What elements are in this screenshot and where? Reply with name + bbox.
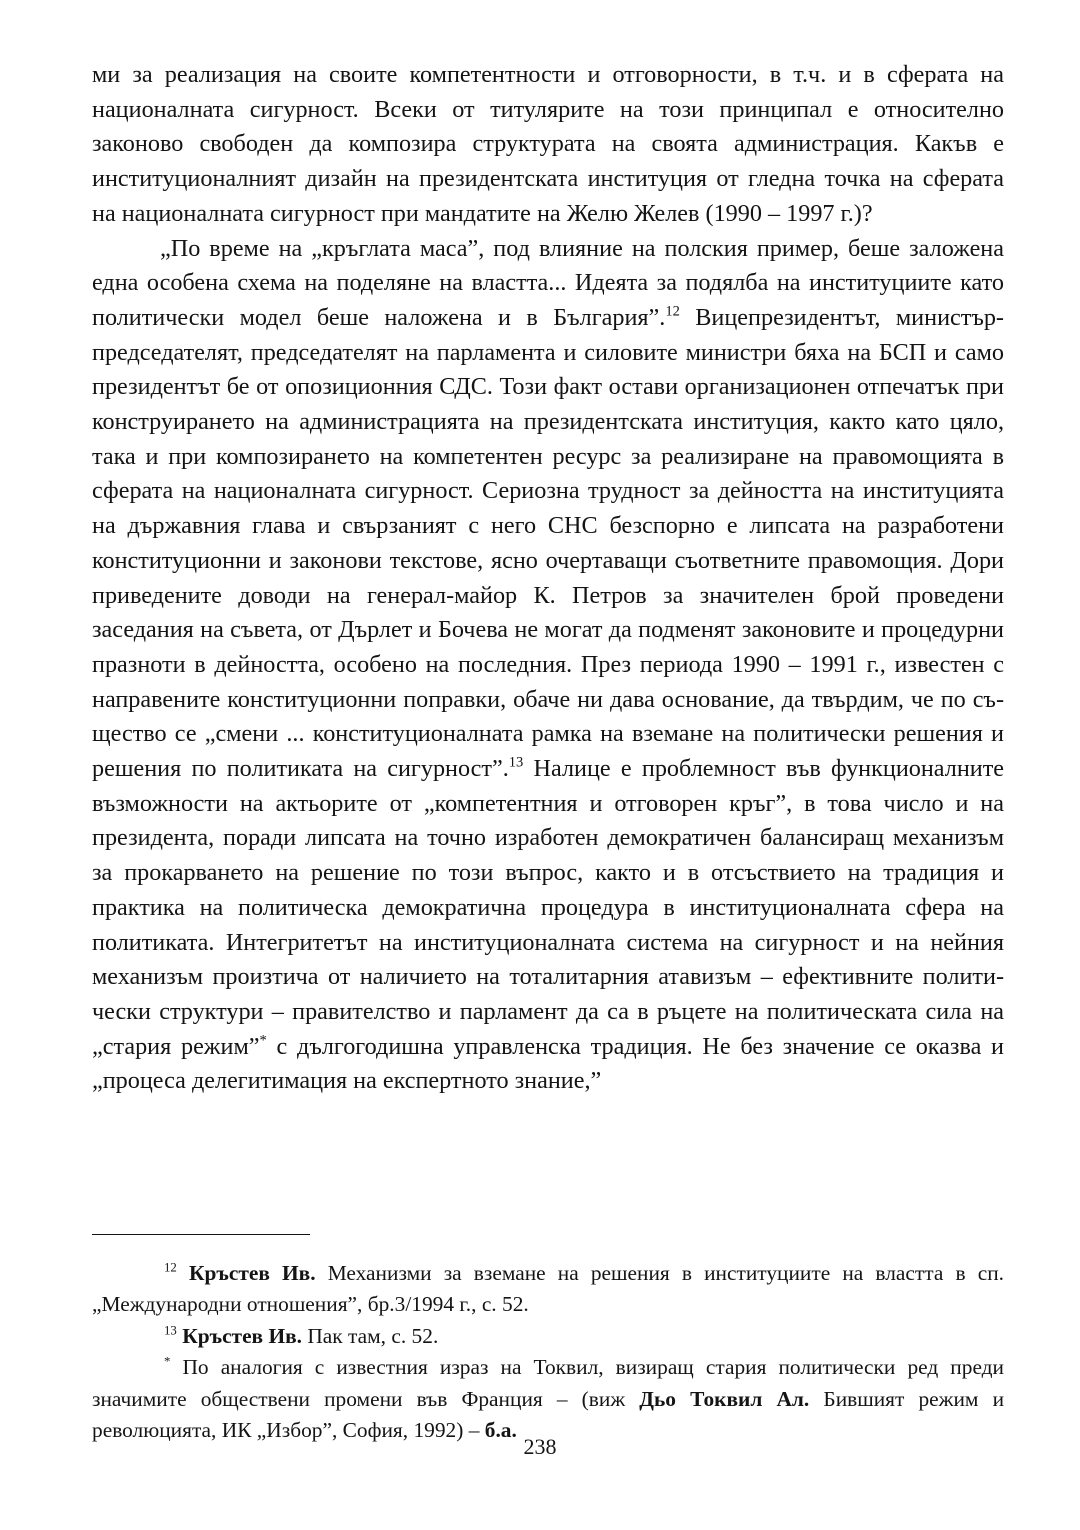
main-text bbox=[92, 58, 1004, 1099]
footnote-ref-asterisk[interactable]: * bbox=[259, 1032, 267, 1049]
footnote-author: Кръстев Ив. bbox=[182, 1323, 302, 1348]
footnote-tail: б.а. bbox=[484, 1418, 517, 1443]
footnote-13 bbox=[92, 1321, 1004, 1352]
footnote-author: Дьо Токвил Ал. bbox=[639, 1386, 810, 1411]
footnote-author: Кръстев Ив. bbox=[188, 1261, 316, 1285]
paragraph-1: ми за реализация на своите компетентности и отговорности, в т.ч. и в сферата на националната сигурност. Всеки от титулярите на този принципал е относително законово свободен да композира структурата на своята администрация. Какъв е институционалният дизайн на президентската институция от гледна точка на сферата на националната сигурност при мандатите на Желю Желев (1990 – 1997 г.)? bbox=[92, 61, 1004, 227]
footnote-ref-12[interactable]: 12 bbox=[665, 303, 680, 320]
footnote-text: Механизми за вземане на решения в институциите на властта в сп. „Международни отношения”, бр.3/1994 г., с. 52. bbox=[92, 1261, 1004, 1317]
paragraph-2 bbox=[92, 232, 1004, 1100]
footnote-text-2: Бившият режим и революцията, ИК „Избор”, София, 1992) – bbox=[92, 1386, 1005, 1443]
footnote-separator bbox=[92, 1234, 310, 1235]
paragraph-2-part-4: с дългогодишна управленска традиция. Не без значение се оказва и „процеса делегитимация на експертното знание,” bbox=[92, 1032, 1005, 1095]
footnote-asterisk bbox=[92, 1352, 1004, 1446]
footnote-12 bbox=[92, 1258, 1004, 1321]
footnote-marker: * bbox=[164, 1354, 171, 1369]
paragraph-2-part-2: Вицепрезидентът, министър-председателят, председателят на парламента и силовите министри бяха на БСП и само президентът бе от опозиционния СДС. Този факт остави организационен отпечатък при конструирането на администрацията на президентската институция, както като цяло, така и при композирането на компетентен ресурс за реализиране на правомощията в сферата на националната сигурност. Сериозна трудност за дейността на институцията на държавния глава и свързаният с него СНС безспорно е липсата на разработени конституционни и законови текстове, ясно очертаващи съответните правомощия. Дори приведените доводи на генерал-майор К. Петров за значителен брой проведени заседания на съвета, от Дърлет и Бочева не могат да подменят законовите и процедурни празноти в дейността, особено на последния. През периода 1990 – 1991 г., известен с направените конституционни поправки, обаче ни дава основание, да твърдим, че по същество се „смени ... конституционалната рамка на вземане на политически решения и решения по политиката на сигурност”. bbox=[92, 303, 1004, 783]
footnote-text-1: По аналогия с известния израз на Токвил, визиращ стария политически ред преди значимите обществени промени във Франция – (виж bbox=[92, 1355, 1004, 1411]
paragraph-2-part-3: Налице е проблемност във функционалните възможности на актьорите от „компетентния и отговорен кръг”, в това число и на президента, поради липсата на точно изработен демократичен балансиращ механизъм за прокарването на решение по този въпрос, както и в отсъствието на традиция и практика на политическа демократична процедура в институционалната сфера на политиката. Интегритетът на институционалната система на сигурност и на нейния механизъм произтича от наличието на тоталитарния атавизъм – ефективните политически структури – правителство и парламент да са в ръцете на политическата сила на „стария режим” bbox=[92, 755, 1005, 1060]
footnote-ref-13[interactable]: 13 bbox=[508, 754, 524, 771]
footnotes bbox=[92, 1258, 1004, 1446]
footnote-marker: 13 bbox=[164, 1323, 177, 1338]
page-number: 238 bbox=[523, 1434, 557, 1459]
paragraph-2-part-1: „По време на „кръглата маса”, под влияние на полския пример, беше заложена една особена схема на поделяне на властта... Идеята за подялба на институциите като политически модел беше наложена и в България”. bbox=[92, 234, 1004, 331]
footnote-text: Пак там, с. 52. bbox=[302, 1323, 439, 1348]
footnote-marker: 12 bbox=[164, 1260, 177, 1275]
